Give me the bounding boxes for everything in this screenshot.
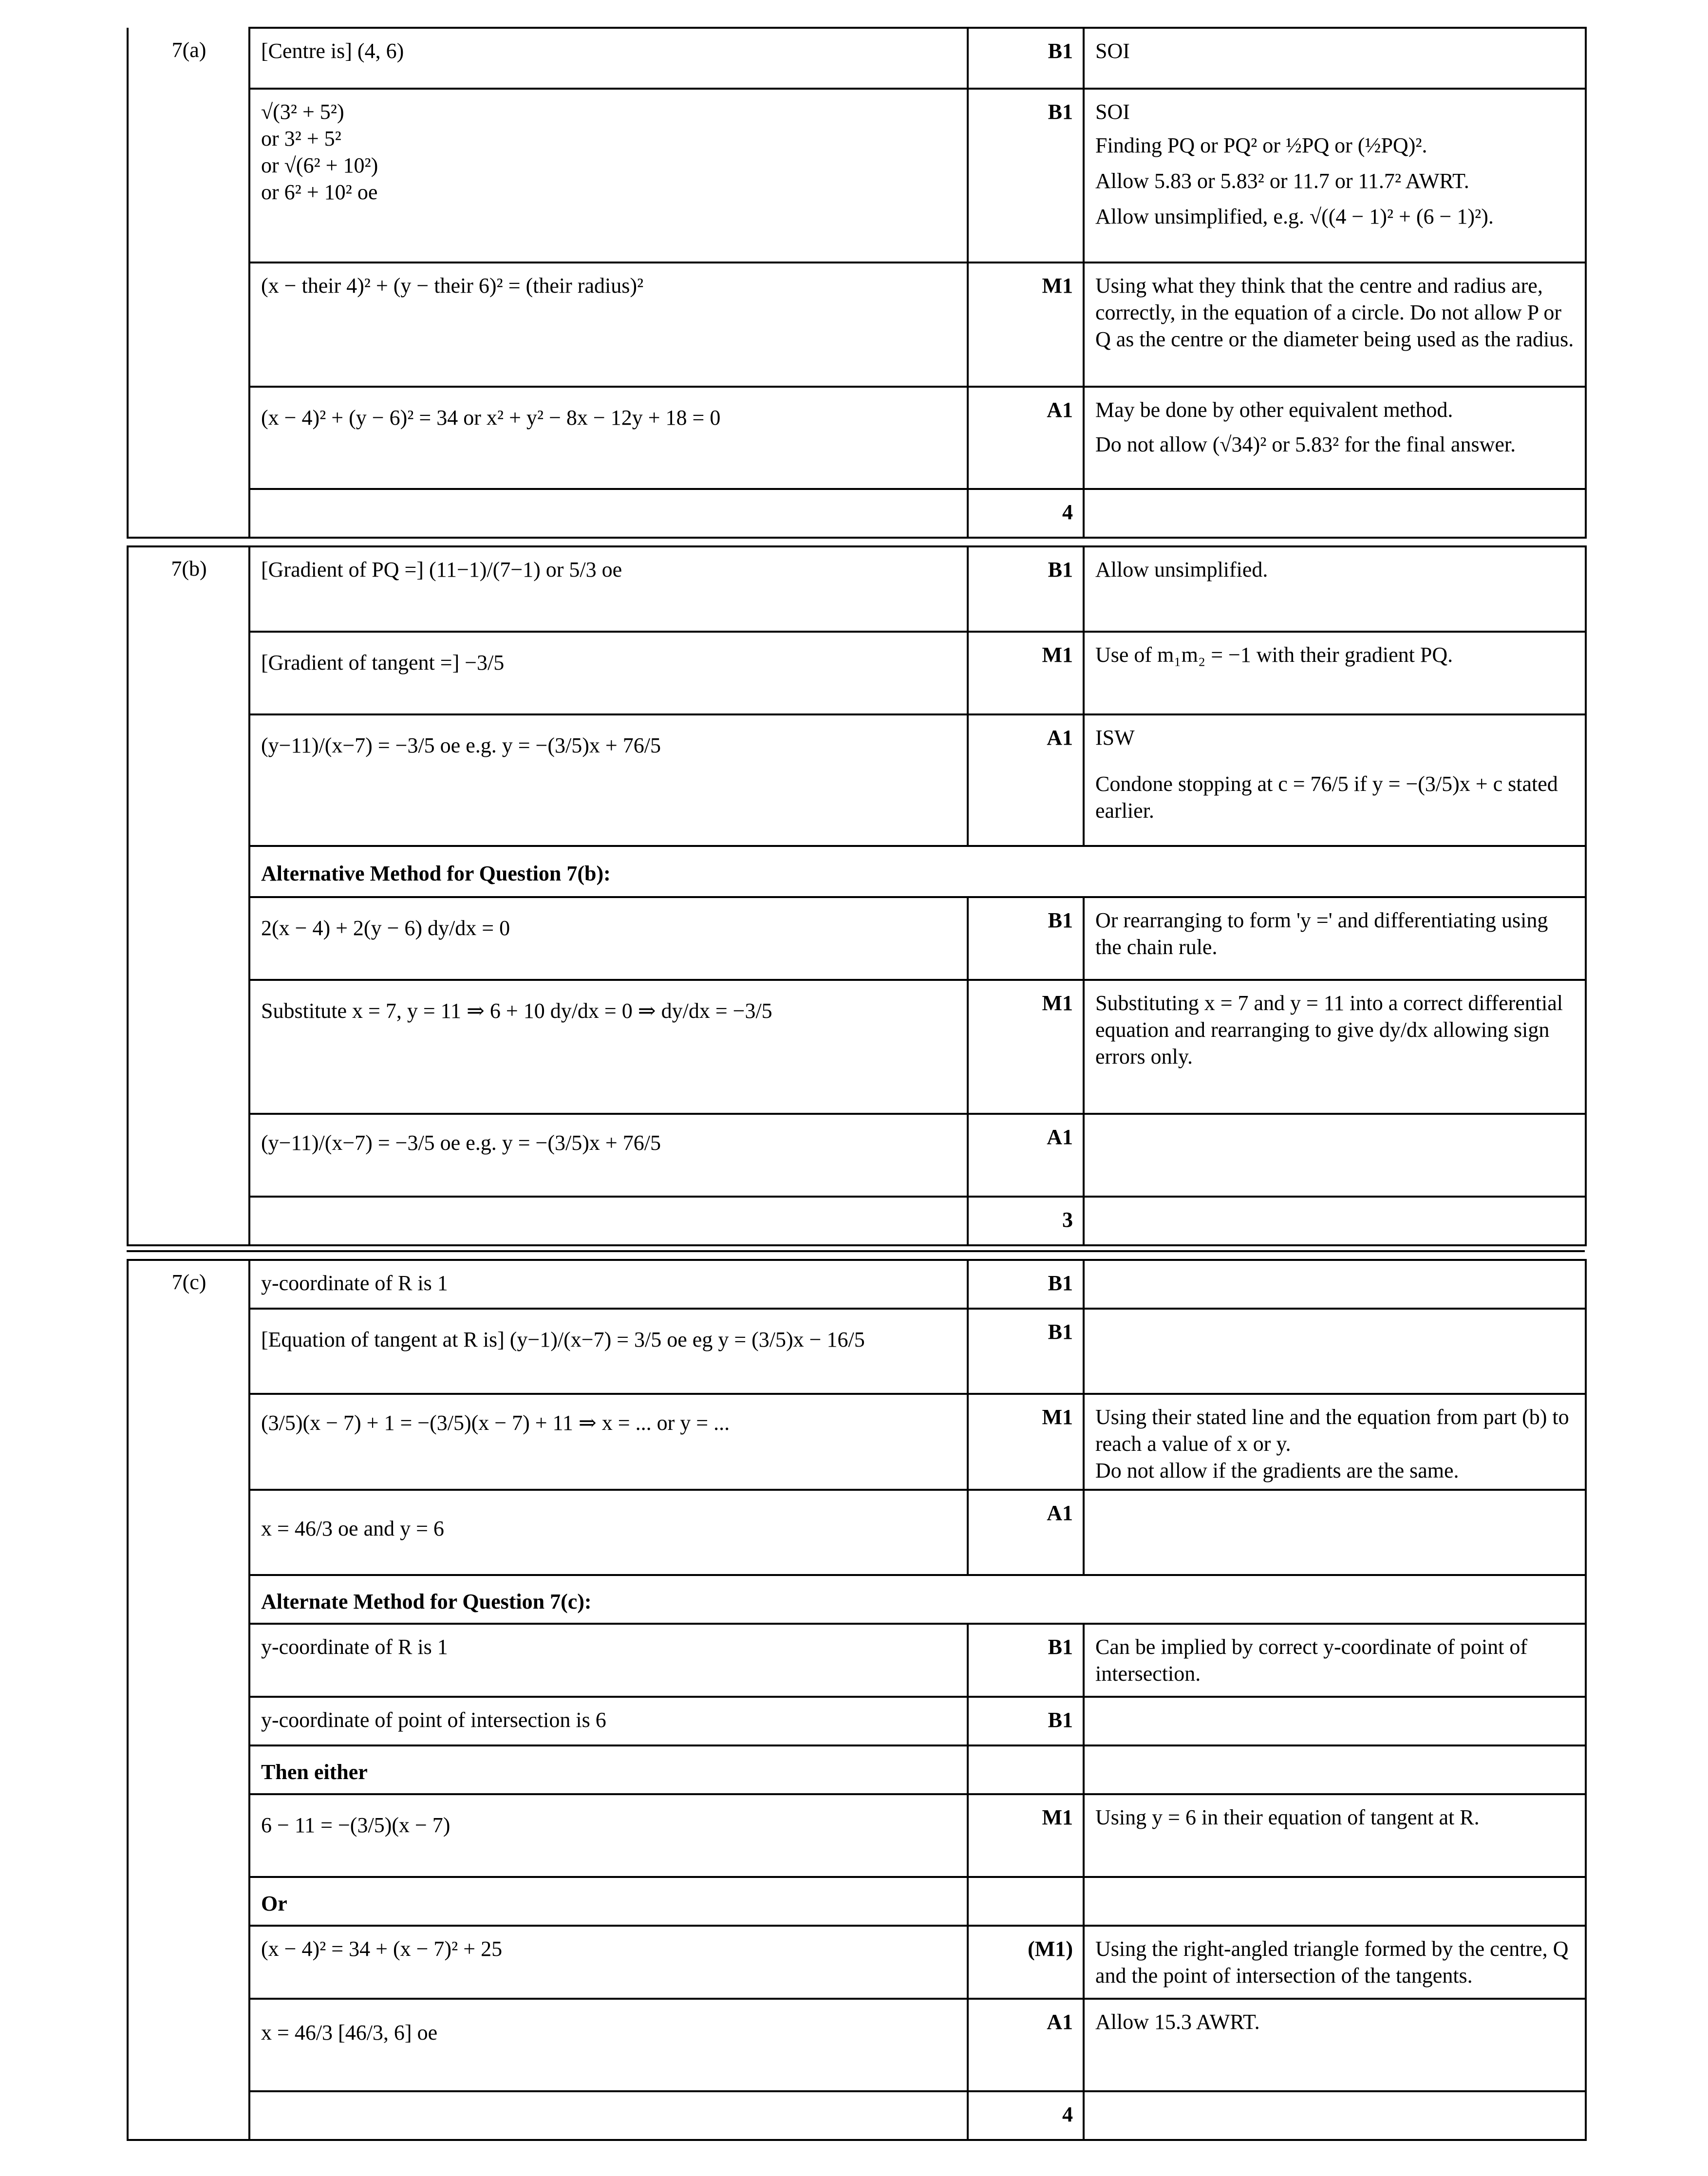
mark-cell: B1 <box>968 546 1084 632</box>
answer-cell <box>249 632 968 714</box>
mark-cell: A1 <box>968 387 1084 489</box>
table-row <box>128 2091 1586 2140</box>
guidance-line: Allow unsimplified, e.g. √((4 − 1)² + (6 − 1)²). <box>1095 205 1494 228</box>
table-row <box>128 846 1586 897</box>
answer-text: (y−11)/(x−7) = −3/5 oe e.g. y = −(3/5)x + 76/5 <box>261 733 661 757</box>
answer-cell <box>249 1394 968 1490</box>
guidance-line: Using their stated line and the equation from part (b) to reach a value of x or y. <box>1095 1405 1569 1456</box>
table-row <box>128 1624 1586 1697</box>
table-row <box>128 546 1586 632</box>
answer-line: √(3² + 5²) <box>261 100 344 124</box>
guidance-cell <box>1084 897 1586 980</box>
guidance-cell <box>1084 980 1586 1114</box>
answer-cell <box>249 546 968 632</box>
guidance-cell <box>1084 263 1586 387</box>
answer-cell <box>249 1624 968 1697</box>
guidance-cell <box>1084 1999 1586 2091</box>
answer-line: or 3² + 5² <box>261 127 341 150</box>
answer-cell <box>249 1794 968 1877</box>
answer-text: x = 46/3 [46/3, 6] oe <box>261 2021 438 2045</box>
table-row <box>128 1794 1586 1877</box>
answer-cell <box>249 1999 968 2091</box>
method-branch-heading: Or <box>249 1877 968 1926</box>
guidance-cell <box>1084 1877 1586 1926</box>
guidance-text: Allow 15.3 AWRT. <box>1095 2010 1260 2034</box>
table-row <box>128 1926 1586 1999</box>
guidance-line: Finding PQ or PQ² or ½PQ or (½PQ)². <box>1095 133 1427 157</box>
mark-cell <box>968 1877 1084 1926</box>
guidance-text: Use of m₁m₂ = −1 with their gradient PQ. <box>1095 643 1453 667</box>
answer-cell <box>249 89 968 263</box>
table-row <box>128 1877 1586 1926</box>
answer-cell <box>249 1926 968 1999</box>
guidance-cell <box>1084 1260 1586 1309</box>
mark-cell: A1 <box>968 1490 1084 1575</box>
alternative-method-heading: Alternative Method for Question 7(b): <box>249 846 1586 897</box>
table-row <box>128 263 1586 387</box>
guidance-text: Using the right-angled triangle formed by the centre, Q and the point of intersection of the tangents. <box>1095 1937 1569 1988</box>
mark-cell: B1 <box>968 1624 1084 1697</box>
guidance-text: Substituting x = 7 and y = 11 into a correct differential equation and rearranging to give dy/dx allowing sign errors only. <box>1095 991 1563 1069</box>
answer-cell <box>249 28 968 89</box>
mark-cell: A1 <box>968 714 1084 846</box>
mark-scheme-table-7b <box>127 545 1587 1246</box>
mark-cell: M1 <box>968 263 1084 387</box>
table-row <box>128 1394 1586 1490</box>
table-row <box>128 387 1586 489</box>
answer-cell <box>249 1309 968 1394</box>
answer-text: Substitute x = 7, y = 11 ⇒ 6 + 10 dy/dx = 0 ⇒ dy/dx = −3/5 <box>261 999 772 1023</box>
table-row <box>128 1309 1586 1394</box>
guidance-line: May be done by other equivalent method. <box>1095 398 1453 422</box>
mark-cell: B1 <box>968 1260 1084 1309</box>
guidance-cell <box>1084 489 1586 538</box>
table-row <box>128 1745 1586 1794</box>
answer-cell <box>249 263 968 387</box>
table-row <box>128 89 1586 263</box>
guidance-line: Do not allow if the gradients are the same. <box>1095 1459 1459 1482</box>
mark-scheme-table-7c <box>127 1259 1587 2141</box>
answer-text: (3/5)(x − 7) + 1 = −(3/5)(x − 7) + 11 ⇒ x = ... or y = ... <box>261 1411 730 1435</box>
guidance-text: Allow unsimplified. <box>1095 558 1268 582</box>
table-row <box>128 632 1586 714</box>
guidance-cell <box>1084 1697 1586 1745</box>
guidance-cell <box>1084 1490 1586 1575</box>
table-row <box>128 1999 1586 2091</box>
answer-text: [Gradient of PQ =] (11−1)/(7−1) or 5/3 oe <box>261 558 622 582</box>
answer-text: [Centre is] (4, 6) <box>261 39 404 63</box>
answer-cell <box>249 1490 968 1575</box>
answer-cell <box>249 980 968 1114</box>
guidance-line: ISW <box>1095 726 1135 750</box>
total-marks: 4 <box>968 489 1084 538</box>
table-row <box>128 1697 1586 1745</box>
answer-text: y-coordinate of R is 1 <box>261 1271 448 1295</box>
mark-cell <box>968 1745 1084 1794</box>
guidance-cell <box>1084 1309 1586 1394</box>
guidance-cell <box>1084 632 1586 714</box>
mark-cell: B1 <box>968 1309 1084 1394</box>
answer-text: 6 − 11 = −(3/5)(x − 7) <box>261 1813 450 1837</box>
mark-cell: B1 <box>968 89 1084 263</box>
guidance-text: Can be implied by correct y-coordinate of point of intersection. <box>1095 1635 1528 1686</box>
answer-text: (y−11)/(x−7) = −3/5 oe e.g. y = −(3/5)x + 76/5 <box>261 1131 661 1155</box>
guidance-cell <box>1084 89 1586 263</box>
total-marks: 3 <box>968 1197 1084 1245</box>
guidance-line: Condone stopping at c = 76/5 if y = −(3/5)x + c stated earlier. <box>1095 772 1558 823</box>
answer-line: or √(6² + 10²) <box>261 153 378 177</box>
alternative-method-heading: Alternate Method for Question 7(c): <box>249 1575 1586 1624</box>
guidance-cell <box>1084 28 1586 89</box>
guidance-line: Allow 5.83 or 5.83² or 11.7 or 11.7² AWRT. <box>1095 169 1469 193</box>
answer-cell <box>249 1260 968 1309</box>
answer-text: (x − 4)² + (y − 6)² = 34 or x² + y² − 8x − 12y + 18 = 0 <box>261 406 721 430</box>
answer-cell <box>249 387 968 489</box>
guidance-text: SOI <box>1095 39 1130 63</box>
answer-text: y-coordinate of R is 1 <box>261 1635 448 1659</box>
mark-cell: A1 <box>968 1999 1084 2091</box>
answer-cell <box>249 489 968 538</box>
guidance-cell <box>1084 714 1586 846</box>
method-branch-heading: Then either <box>249 1745 968 1794</box>
question-label: 7(a) <box>128 28 249 538</box>
mark-cell: B1 <box>968 897 1084 980</box>
answer-cell <box>249 1114 968 1197</box>
answer-text: x = 46/3 oe and y = 6 <box>261 1517 444 1540</box>
table-row <box>128 489 1586 538</box>
guidance-line: Do not allow (√34)² or 5.83² for the final answer. <box>1095 432 1516 456</box>
mark-cell: B1 <box>968 1697 1084 1745</box>
total-marks: 4 <box>968 2091 1084 2140</box>
guidance-cell <box>1084 387 1586 489</box>
table-row <box>128 1114 1586 1197</box>
answer-text: [Equation of tangent at R is] (y−1)/(x−7) = 3/5 oe eg y = (3/5)x − 16/5 <box>261 1328 865 1351</box>
answer-text: 2(x − 4) + 2(y − 6) dy/dx = 0 <box>261 916 510 940</box>
mark-cell: M1 <box>968 632 1084 714</box>
guidance-cell <box>1084 1794 1586 1877</box>
guidance-text: Or rearranging to form 'y =' and differentiating using the chain rule. <box>1095 908 1548 959</box>
mark-cell: (M1) <box>968 1926 1084 1999</box>
guidance-cell <box>1084 1114 1586 1197</box>
question-label: 7(b) <box>128 546 249 1245</box>
table-row <box>128 714 1586 846</box>
table-row <box>128 1575 1586 1624</box>
guidance-cell <box>1084 1624 1586 1697</box>
mark-cell: M1 <box>968 980 1084 1114</box>
answer-cell <box>249 1197 968 1245</box>
question-label: 7(c) <box>128 1260 249 2140</box>
mark-scheme-table-7a <box>127 27 1587 539</box>
table-row <box>128 897 1586 980</box>
guidance-cell <box>1084 1745 1586 1794</box>
answer-cell <box>249 714 968 846</box>
answer-text: (x − their 4)² + (y − their 6)² = (their radius)² <box>261 274 644 298</box>
answer-text: [Gradient of tangent =] −3/5 <box>261 651 505 675</box>
guidance-cell <box>1084 2091 1586 2140</box>
answer-line: or 6² + 10² oe <box>261 180 378 204</box>
answer-cell <box>249 897 968 980</box>
guidance-cell <box>1084 546 1586 632</box>
mark-cell: B1 <box>968 28 1084 89</box>
answer-text: (x − 4)² = 34 + (x − 7)² + 25 <box>261 1937 503 1961</box>
mark-cell: A1 <box>968 1114 1084 1197</box>
mark-cell: M1 <box>968 1794 1084 1877</box>
guidance-text: Using y = 6 in their equation of tangent at R. <box>1095 1805 1480 1829</box>
answer-text: y-coordinate of point of intersection is 6 <box>261 1708 606 1732</box>
table-row <box>128 28 1586 89</box>
table-row <box>128 980 1586 1114</box>
table-row <box>128 1490 1586 1575</box>
guidance-cell <box>1084 1394 1586 1490</box>
answer-cell <box>249 1697 968 1745</box>
mark-cell: M1 <box>968 1394 1084 1490</box>
guidance-text: Using what they think that the centre and radius are, correctly, in the equation of a circle. Do not allow P or Q as the centre or the diameter being used as the radius. <box>1095 274 1574 351</box>
answer-cell <box>249 2091 968 2140</box>
table-row <box>128 1197 1586 1245</box>
guidance-line: SOI <box>1095 100 1130 124</box>
table-row <box>128 1260 1586 1309</box>
guidance-cell <box>1084 1197 1586 1245</box>
guidance-cell <box>1084 1926 1586 1999</box>
